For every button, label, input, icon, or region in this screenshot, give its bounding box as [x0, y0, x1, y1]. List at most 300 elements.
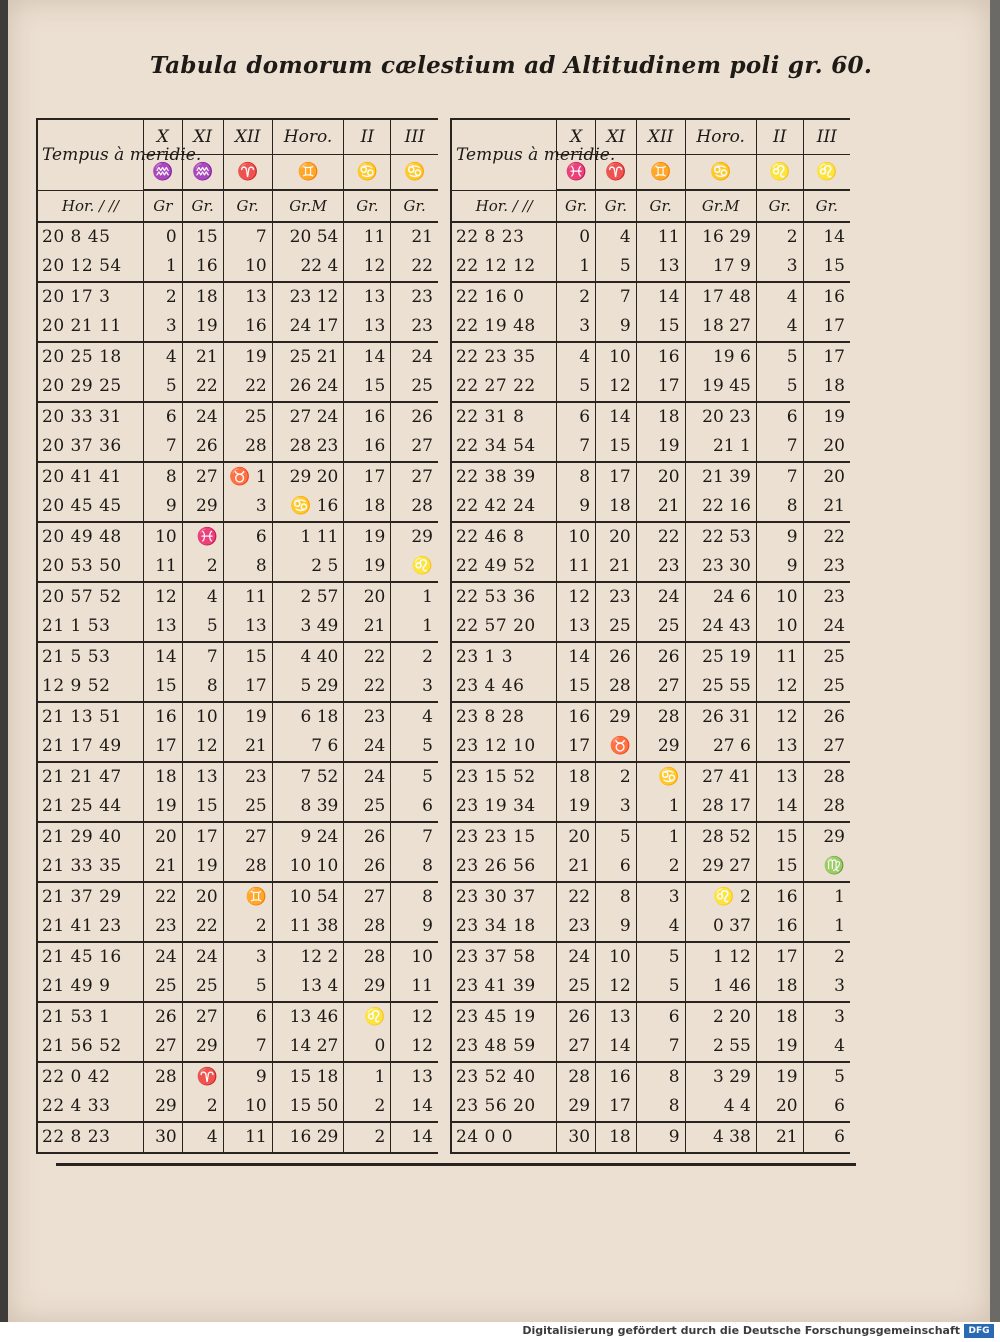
degree-cell: 7	[143, 432, 182, 462]
time-cell: 22 8 23	[37, 1122, 143, 1153]
degree-cell: 13	[182, 762, 223, 792]
time-cell: 22 49 52	[451, 552, 557, 582]
degree-cell: 17	[344, 462, 391, 492]
degree-cell: 13	[756, 732, 803, 762]
degree-cell: 21	[143, 852, 182, 882]
degree-cell: 25	[823, 647, 845, 667]
degree-cell: 21	[344, 612, 391, 642]
degree-cell: 20	[143, 822, 182, 852]
degree-cell: 18	[756, 1002, 803, 1032]
house-header: XI	[596, 119, 637, 155]
degree-cell: 2	[756, 222, 803, 252]
degree-cell: 2	[422, 647, 433, 667]
degree-cell: 6	[391, 792, 438, 822]
table-row	[451, 432, 850, 462]
degree-cell: 12	[182, 732, 223, 762]
degree-cell: 30	[143, 1122, 182, 1153]
table-row	[37, 1002, 438, 1032]
degree-cell: 25 19	[685, 642, 756, 672]
time-cell: 21 56 52	[37, 1032, 143, 1062]
degree-cell: 25	[344, 792, 391, 822]
degree-cell: 29	[823, 827, 845, 847]
degree-cell: 23	[636, 552, 685, 582]
degree-cell: 12	[596, 972, 637, 1002]
degree-cell: 22	[344, 672, 391, 702]
degree-cell: 25 21	[272, 342, 344, 372]
degree-cell: 9	[391, 912, 438, 942]
table-row	[37, 642, 438, 672]
degree-cell: 23	[803, 552, 850, 582]
degree-cell: 0	[557, 222, 596, 252]
degree-cell: 26 31	[685, 702, 756, 732]
degree-cell: 7	[596, 282, 637, 312]
degree-cell: 11	[344, 222, 391, 252]
degree-cell: 1 46	[685, 972, 756, 1002]
degree-cell: 19	[823, 407, 845, 427]
house-header: II	[344, 119, 391, 155]
time-cell: 21 21 47	[37, 762, 143, 792]
degree-cell: 12	[411, 1007, 433, 1027]
degree-cell: 13	[411, 1067, 433, 1087]
table-row	[37, 282, 438, 312]
degree-cell: 15	[182, 792, 223, 822]
degree-cell: 15	[557, 672, 596, 702]
degree-cell: 9	[636, 1122, 685, 1153]
degree-cell: 22	[391, 252, 438, 282]
degree-cell: 8 39	[272, 792, 344, 822]
degree-cell: 8	[422, 887, 433, 907]
zodiac-sign-header: ♊	[272, 155, 344, 191]
degree-cell: 2	[143, 282, 182, 312]
degree-cell: 13	[344, 282, 391, 312]
degree-cell: 15	[636, 312, 685, 342]
unit-header: Gr.	[557, 190, 596, 222]
table-row	[451, 522, 850, 552]
degree-cell: 21	[596, 552, 637, 582]
degree-cell: 28	[596, 672, 637, 702]
digitization-footer	[0, 1322, 1000, 1342]
degree-cell: 20	[557, 822, 596, 852]
degree-cell: 19	[223, 702, 272, 732]
degree-cell: 10	[596, 942, 637, 972]
degree-cell: 21 39	[685, 462, 756, 492]
degree-cell: 5	[596, 252, 637, 282]
degree-cell: 22 53	[685, 522, 756, 552]
table-row	[37, 762, 438, 792]
degree-cell: 15	[756, 852, 803, 882]
time-cell: 23 8 28	[451, 702, 557, 732]
degree-cell: 23 30	[685, 552, 756, 582]
degree-cell: 11	[636, 222, 685, 252]
house-header: III	[391, 119, 438, 155]
time-cell: 12 9 52	[37, 672, 143, 702]
degree-cell: 29	[344, 972, 391, 1002]
degree-cell: 8	[391, 852, 438, 882]
degree-cell: 29	[182, 1032, 223, 1062]
degree-cell: 19	[557, 792, 596, 822]
degree-cell: 10	[143, 522, 182, 552]
degree-cell: 15	[596, 432, 637, 462]
table-right-half	[450, 118, 850, 1154]
table-row	[37, 792, 438, 822]
degree-cell: 29	[557, 1092, 596, 1122]
time-cell: 22 12 12	[451, 252, 557, 282]
unit-header: Hor. / //	[37, 190, 143, 222]
degree-cell: 24	[344, 732, 391, 762]
degree-cell: 22	[823, 527, 845, 547]
degree-cell: 9 24	[272, 822, 344, 852]
degree-cell: 9	[596, 912, 637, 942]
degree-cell: 13 4	[272, 972, 344, 1002]
time-cell: 23 56 20	[451, 1092, 557, 1122]
degree-cell: 12	[143, 582, 182, 612]
degree-cell: 28 23	[272, 432, 344, 462]
degree-cell: 12	[391, 1032, 438, 1062]
degree-cell: 21 1	[685, 432, 756, 462]
table-row	[37, 1062, 438, 1092]
degree-cell: ♍	[803, 852, 850, 882]
degree-cell: 19	[143, 792, 182, 822]
time-cell: 22 53 36	[451, 582, 557, 612]
degree-cell: 28 52	[685, 822, 756, 852]
degree-cell: 0	[344, 1032, 391, 1062]
degree-cell: 28	[636, 702, 685, 732]
time-cell: 20 17 3	[37, 282, 143, 312]
unit-header: Gr.M	[272, 190, 344, 222]
zodiac-sign-header: ♋	[391, 155, 438, 191]
degree-cell: 2	[182, 552, 223, 582]
unit-header: Gr.	[803, 190, 850, 222]
unit-header: Gr	[143, 190, 182, 222]
degree-cell: 20	[182, 882, 223, 912]
table-row	[37, 822, 438, 852]
tempus-label: Tempus à meridie.	[37, 119, 143, 190]
table-row	[451, 372, 850, 402]
degree-cell: 7	[756, 462, 803, 492]
degree-cell: 5	[143, 372, 182, 402]
table-row	[451, 702, 850, 732]
degree-cell: ♋ 16	[272, 492, 344, 522]
time-cell: 23 52 40	[451, 1062, 557, 1092]
zodiac-sign-header: ♋	[685, 155, 756, 191]
degree-cell: 13	[223, 282, 272, 312]
time-cell: 21 33 35	[37, 852, 143, 882]
table-row	[37, 522, 438, 552]
degree-cell: 15	[803, 252, 850, 282]
degree-cell: 2	[344, 1092, 391, 1122]
degree-cell: 27 24	[272, 402, 344, 432]
degree-cell: 28	[344, 912, 391, 942]
degree-cell: 8	[557, 462, 596, 492]
degree-cell: 22	[182, 912, 223, 942]
degree-cell: 5	[834, 1067, 845, 1087]
time-cell: 21 29 40	[37, 822, 143, 852]
degree-cell: 21	[223, 732, 272, 762]
table-row	[37, 972, 438, 1002]
degree-cell: 24	[182, 402, 223, 432]
degree-cell: 1	[636, 792, 685, 822]
degree-cell: 19	[223, 342, 272, 372]
degree-cell: 22	[182, 372, 223, 402]
degree-cell: 8	[756, 492, 803, 522]
degree-cell: 14	[143, 642, 182, 672]
table-row	[451, 1122, 850, 1153]
degree-cell: 18	[756, 972, 803, 1002]
degree-cell: 24 43	[685, 612, 756, 642]
degree-cell: 14	[344, 342, 391, 372]
table-row	[451, 402, 850, 432]
degree-cell: 14	[391, 1092, 438, 1122]
time-cell: 22 8 23	[451, 222, 557, 252]
degree-cell: 24	[344, 762, 391, 792]
degree-cell: 19	[182, 312, 223, 342]
time-cell: 23 19 34	[451, 792, 557, 822]
degree-cell: 26	[636, 642, 685, 672]
degree-cell: 11	[143, 552, 182, 582]
table-row	[451, 462, 850, 492]
degree-cell: 19	[344, 552, 391, 582]
degree-cell: 14	[391, 1122, 438, 1153]
degree-cell: 26	[143, 1002, 182, 1032]
degree-cell: 10	[223, 1092, 272, 1122]
degree-cell: 5	[182, 612, 223, 642]
degree-cell: 28	[143, 1062, 182, 1092]
degree-cell: 24	[143, 942, 182, 972]
degree-cell: 24	[636, 582, 685, 612]
time-cell: 22 23 35	[451, 342, 557, 372]
degree-cell: 4	[182, 582, 223, 612]
degree-cell: 7 6	[272, 732, 344, 762]
degree-cell: 10	[596, 342, 637, 372]
degree-cell: 23	[344, 702, 391, 732]
degree-cell: 4	[803, 1032, 850, 1062]
time-cell: 22 34 54	[451, 432, 557, 462]
degree-cell: 29	[182, 492, 223, 522]
tempus-label: Tempus à meridie.	[451, 119, 557, 190]
degree-cell: 15	[223, 642, 272, 672]
degree-cell: 4	[756, 312, 803, 342]
table-row	[451, 222, 850, 252]
degree-cell: 28	[391, 492, 438, 522]
table-row	[37, 1122, 438, 1153]
degree-cell: 9	[557, 492, 596, 522]
table-row	[451, 612, 850, 642]
degree-cell: 26 24	[272, 372, 344, 402]
table-row	[451, 672, 850, 702]
table-row	[451, 912, 850, 942]
time-cell: 22 0 42	[37, 1062, 143, 1092]
degree-cell: 26	[823, 707, 845, 727]
degree-cell: 16	[636, 342, 685, 372]
degree-cell: 20	[756, 1092, 803, 1122]
degree-cell: 6	[756, 402, 803, 432]
time-cell: 20 53 50	[37, 552, 143, 582]
degree-cell: 5	[636, 972, 685, 1002]
degree-cell: 22	[143, 882, 182, 912]
degree-cell: 19	[636, 432, 685, 462]
time-cell: 21 37 29	[37, 882, 143, 912]
degree-cell: 14	[636, 282, 685, 312]
table-row	[451, 252, 850, 282]
degree-cell: 22 16	[685, 492, 756, 522]
degree-cell: 6	[636, 1002, 685, 1032]
degree-cell: 1	[803, 912, 850, 942]
degree-cell: 4	[143, 342, 182, 372]
degree-cell: 4	[636, 912, 685, 942]
degree-cell: 16	[344, 402, 391, 432]
degree-cell: 7	[223, 1032, 272, 1062]
table-row	[37, 912, 438, 942]
table-row	[451, 762, 850, 792]
degree-cell: 23 12	[272, 282, 344, 312]
table-row	[451, 1032, 850, 1062]
degree-cell: 8	[636, 1062, 685, 1092]
time-cell: 22 42 24	[451, 492, 557, 522]
degree-cell: 2	[223, 912, 272, 942]
time-cell: 23 12 10	[451, 732, 557, 762]
degree-cell: ♌	[391, 552, 438, 582]
degree-cell: 18 27	[685, 312, 756, 342]
degree-cell: 16	[823, 287, 845, 307]
degree-cell: ♈	[182, 1062, 223, 1092]
time-cell: 22 16 0	[451, 282, 557, 312]
zodiac-sign-header: ♌	[803, 155, 850, 191]
degree-cell: 16	[756, 882, 803, 912]
degree-cell: 3	[596, 792, 637, 822]
degree-cell: 6	[223, 522, 272, 552]
table-row	[37, 852, 438, 882]
unit-header: Gr.	[344, 190, 391, 222]
degree-cell: 16	[223, 312, 272, 342]
footer-credit: Digitalisierung gefördert durch die Deutsche Forschungsgemeinschaft	[522, 1324, 960, 1337]
unit-header: Gr.	[391, 190, 438, 222]
degree-cell: 11	[223, 582, 272, 612]
table-row	[37, 402, 438, 432]
time-cell: 21 13 51	[37, 702, 143, 732]
time-cell: 20 29 25	[37, 372, 143, 402]
degree-cell: 7 52	[272, 762, 344, 792]
time-cell: 23 34 18	[451, 912, 557, 942]
degree-cell: 29	[596, 702, 637, 732]
degree-cell: 5	[557, 372, 596, 402]
degree-cell: 3	[636, 882, 685, 912]
table-row	[451, 882, 850, 912]
degree-cell: 18	[596, 1122, 637, 1153]
degree-cell: 17	[596, 1092, 637, 1122]
degree-cell: 5	[223, 972, 272, 1002]
table-row	[451, 942, 850, 972]
time-cell: 23 26 56	[451, 852, 557, 882]
degree-cell: 22	[557, 882, 596, 912]
degree-cell: 1 12	[685, 942, 756, 972]
degree-cell: 4 4	[685, 1092, 756, 1122]
degree-cell: 24	[557, 942, 596, 972]
table-row	[451, 492, 850, 522]
house-header: X	[143, 119, 182, 155]
time-cell: 22 4 33	[37, 1092, 143, 1122]
table-row	[37, 582, 438, 612]
degree-cell: 22	[223, 372, 272, 402]
degree-cell: 15 18	[272, 1062, 344, 1092]
degree-cell: 16 29	[685, 222, 756, 252]
table-row	[37, 732, 438, 762]
degree-cell: 3	[557, 312, 596, 342]
house-header: XI	[182, 119, 223, 155]
degree-cell: 9	[596, 312, 637, 342]
degree-cell: 27	[143, 1032, 182, 1062]
time-cell: 20 45 45	[37, 492, 143, 522]
page-title: Tabula domorum cælestium ad Altitudinem poli gr. 60.	[150, 52, 873, 79]
degree-cell: 1	[557, 252, 596, 282]
degree-cell: 25 55	[685, 672, 756, 702]
degree-cell: 28 17	[685, 792, 756, 822]
time-cell: 22 46 8	[451, 522, 557, 552]
degree-cell: 18	[596, 492, 637, 522]
degree-cell: 11	[391, 972, 438, 1002]
degree-cell: 28	[557, 1062, 596, 1092]
degree-cell: 6	[223, 1002, 272, 1032]
degree-cell: 27	[182, 1002, 223, 1032]
degree-cell: 9	[223, 1062, 272, 1092]
time-cell: 23 15 52	[451, 762, 557, 792]
time-cell: 20 25 18	[37, 342, 143, 372]
time-cell: 22 31 8	[451, 402, 557, 432]
degree-cell: 19	[756, 1062, 803, 1092]
degree-cell: 3 49	[272, 612, 344, 642]
degree-cell: 25	[182, 972, 223, 1002]
degree-cell: 15	[344, 372, 391, 402]
degree-cell: 17	[756, 942, 803, 972]
dfg-logo: DFG	[964, 1324, 994, 1338]
table-row	[451, 282, 850, 312]
degree-cell: 3	[223, 492, 272, 522]
degree-cell: 20	[344, 582, 391, 612]
degree-cell: 14	[823, 227, 845, 247]
degree-cell: 4 40	[272, 642, 344, 672]
degree-cell: 2 5	[272, 552, 344, 582]
time-cell: 21 45 16	[37, 942, 143, 972]
degree-cell: 28	[803, 792, 850, 822]
degree-cell: 25	[803, 672, 850, 702]
degree-cell: 13	[557, 612, 596, 642]
degree-cell: 7	[182, 642, 223, 672]
table-row	[37, 702, 438, 732]
degree-cell: 29	[143, 1092, 182, 1122]
time-cell: 21 25 44	[37, 792, 143, 822]
table-row	[37, 222, 438, 252]
table-row	[37, 1032, 438, 1062]
degree-cell: 10	[223, 252, 272, 282]
table-row	[451, 732, 850, 762]
table-row	[451, 792, 850, 822]
degree-cell: 20 23	[685, 402, 756, 432]
degree-cell: 20	[823, 467, 845, 487]
degree-cell: 4	[557, 342, 596, 372]
time-cell: 21 17 49	[37, 732, 143, 762]
degree-cell: 17	[182, 822, 223, 852]
zodiac-sign-header: ♈	[596, 155, 637, 191]
degree-cell: 16	[596, 1062, 637, 1092]
table-row	[37, 462, 438, 492]
time-cell: 20 33 31	[37, 402, 143, 432]
degree-cell: 18	[557, 762, 596, 792]
degree-cell: 27	[182, 462, 223, 492]
time-cell: 21 49 9	[37, 972, 143, 1002]
degree-cell: 7	[557, 432, 596, 462]
degree-cell: 30	[557, 1122, 596, 1153]
degree-cell: 2	[557, 282, 596, 312]
degree-cell: 25	[596, 612, 637, 642]
